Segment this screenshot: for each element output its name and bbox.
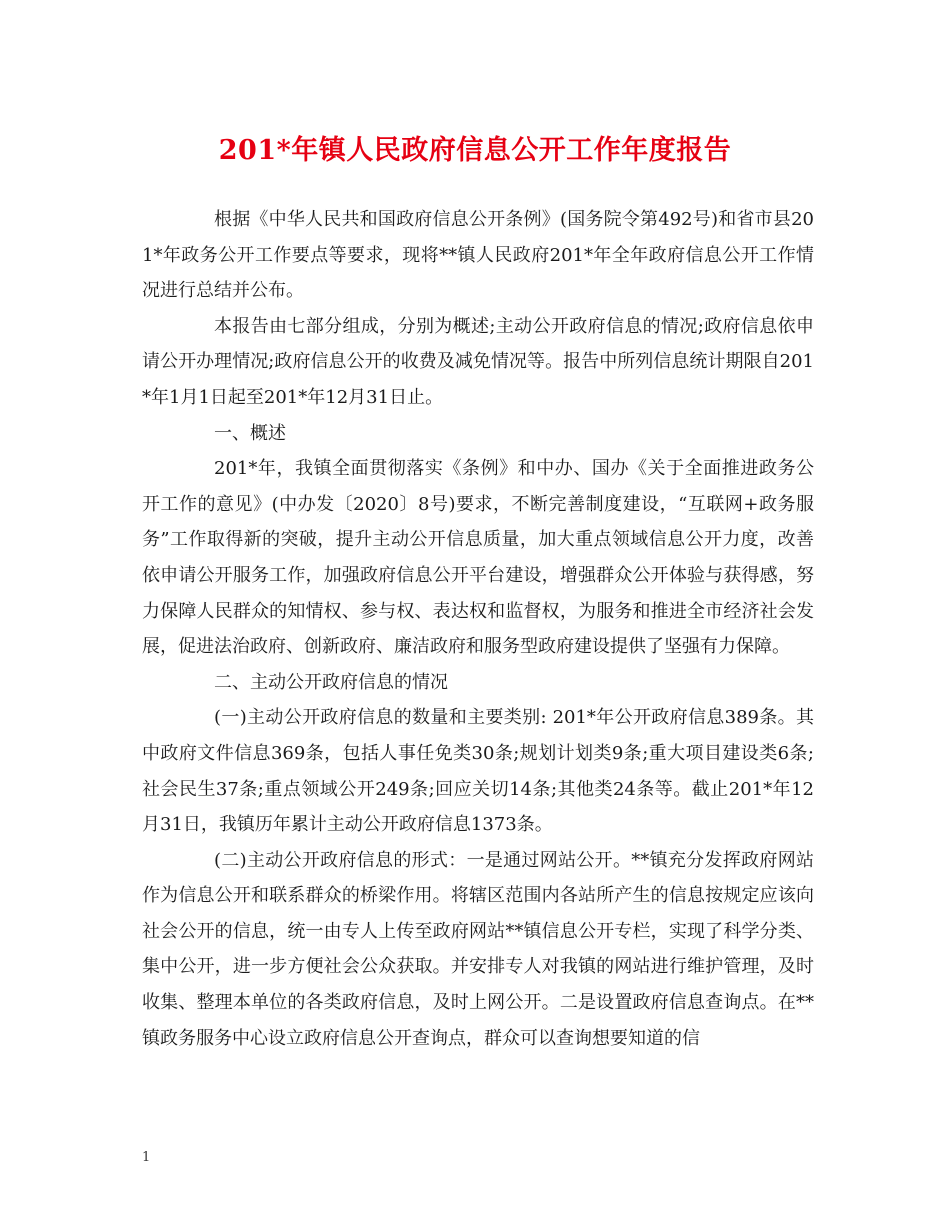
paragraph-disclosure-forms: (二)主动公开政府信息的形式：一是通过网站公开。**镇充分发挥政府网站作为信息公开和联系群众的桥梁作用。将辖区范围内各站所产生的信息按规定应该向社会公开的信息，统一由专人上传至政府网站**镇信息公开专栏，实现了科学分类、集中公开，进一步方便社会公众获取。并安排专人对我镇的网站进行维护管理，及时收集、整理本单位的各类政府信息，及时上网公开。二是设置政府信息查询点。在**镇政务服务中心设立政府信息公开查询点，群众可以查询想要知道的信 <box>142 849 814 1049</box>
document-title: 201*年镇人民政府信息公开工作年度报告 <box>218 135 732 166</box>
paragraph-disclosure-quantity: (一)主动公开政府信息的数量和主要类别: 201*年公开政府信息389条。其中政府文件信息369条，包括人事任免类30条;规划计划类9条;重大项目建设类6条;社会民生37条;重点领域公开249条;回应关切14条;其他类24条等。截止201*年12月31日，我镇历年累计主动公开政府信息1373条。 <box>142 707 814 836</box>
document-body <box>142 202 814 1056</box>
paragraph-intro: 根据《中华人民共和国政府信息公开条例》(国务院令第492号)和省市县201*年政务公开工作要点等要求，现将**镇人民政府201*年全年政府信息公开工作情况进行总结并公布。 <box>142 209 814 302</box>
section-heading-overview: 一、概述 <box>214 422 286 444</box>
paragraph-overview: 201*年，我镇全面贯彻落实《条例》和中办、国办《关于全面推进政务公开工作的意见》(中办发〔2020〕8号)要求，不断完善制度建设，“互联网+政务服务”工作取得新的突破，提升主动公开信息质量，加大重点领域信息公开力度，改善依申请公开服务工作，加强政府信息公开平台建设，增强群众公开体验与获得感，努力保障人民群众的知情权、参与权、表达权和监督权，为服务和推进全市经济社会发展，促进法治政府、创新政府、廉洁政府和服务型政府建设提供了坚强有力保障。 <box>142 458 814 658</box>
section-heading-active-disclosure: 二、主动公开政府信息的情况 <box>214 671 448 693</box>
page-number: 1 <box>142 1150 151 1165</box>
paragraph-structure: 本报告由七部分组成，分别为概述;主动公开政府信息的情况;政府信息依申请公开办理情况;政府信息公开的收费及减免情况等。报告中所列信息统计期限自201*年1月1日起至201*年12月31日止。 <box>142 315 814 408</box>
